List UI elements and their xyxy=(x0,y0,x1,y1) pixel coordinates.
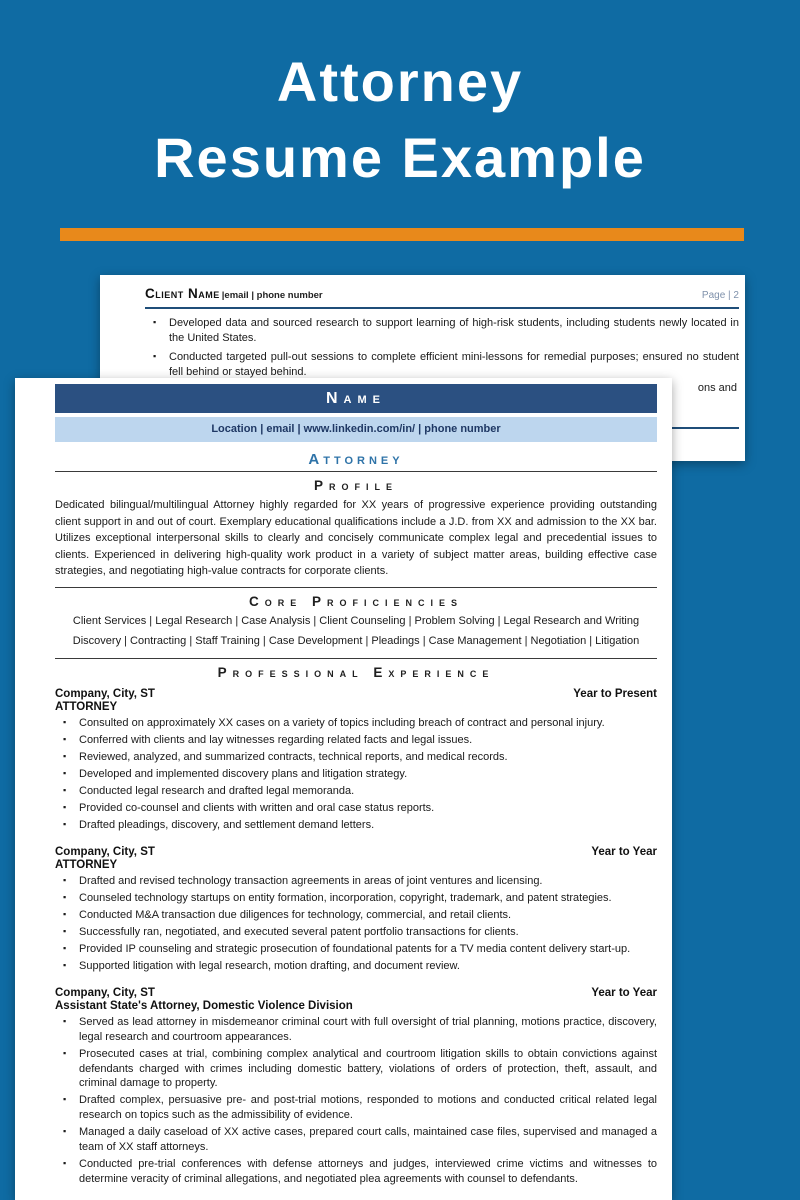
job-title: ATTORNEY xyxy=(55,858,118,871)
resume-page-1 xyxy=(15,378,672,1200)
skills-line-2: Discovery | Contracting | Staff Training | Case Development | Pleadings | Case Management | Negotiation | Litigation xyxy=(72,634,640,647)
job-bullet-list xyxy=(55,716,657,833)
bullet-item: ▪ Consulted on approximately XX cases on a variety of topics including breach of contract and personal injury. xyxy=(55,716,657,731)
job-dates: Year to Present xyxy=(573,688,657,701)
bullet-item: ▪ Drafted pleadings, discovery, and settlement demand letters. xyxy=(55,818,657,833)
profile-paragraph: Dedicated bilingual/multilingual Attorney highly regarded for XX years of progressive experience providing outstanding client support in and out of court. Exemplary educational qualifications include a J.D. from XX and admission to the XX bar. Utilizes exceptional interpersonal skills to clearly and concisely communicate complex legal and precedential issues to clients. Experienced in delivering high-quality work product in a variety of subject matter areas, building effective case strategies, and negotiating high-value contracts for corporate clients. xyxy=(55,499,657,577)
core-proficiencies-heading: Core Proficiencies xyxy=(248,593,463,609)
bullet-item: ▪ Supported litigation with legal research, motion drafting, and document review. xyxy=(55,959,657,974)
experience-job-1 xyxy=(55,688,657,833)
page2-bullet-list xyxy=(145,316,739,381)
page2-header-left xyxy=(145,285,323,303)
skills-line-1: Client Services | Legal Research | Case Analysis | Client Counseling | Problem Solving | Legal Research and Writing xyxy=(72,614,640,627)
bullet-item: ▪ Successfully ran, negotiated, and executed several patent portfolio transactions for clients. xyxy=(55,925,657,940)
bullet-item: ▪ Conducted legal research and drafted legal memoranda. xyxy=(55,784,657,799)
bullet-item: ▪ Developed and implemented discovery plans and litigation strategy. xyxy=(55,767,657,782)
job-company: Company, City, ST xyxy=(55,688,155,701)
experience-section-heading: Professional Experience xyxy=(217,665,495,681)
clipped-text-fragment: ons and xyxy=(697,382,737,394)
bullet-item: ▪ Counseled technology startups on entity formation, incorporation, copyright, trademark, and patent strategies. xyxy=(55,891,657,906)
bullet-item: ▪ Drafted and revised technology transaction agreements in areas of joint ventures and licensing. xyxy=(55,874,657,889)
bullet-item: ▪ Drafted complex, persuasive pre- and post-trial motions, responded to motions and conducted critical related legal research on topics such as the admissibility of evidence. xyxy=(55,1093,657,1123)
divider-rule xyxy=(55,587,657,588)
divider-rule xyxy=(55,471,657,472)
job-target-heading: Attorney xyxy=(308,451,404,468)
bullet-item: ▪ Developed data and sourced research to support learning of high-risk students, including students newly located in the United States. xyxy=(145,316,739,347)
bullet-item: ▪ Prosecuted cases at trial, combining complex analytical and courtroom litigation skills to obtain convictions against defendants charged with crimes including domestic battery, violations of orders of protection, theft, assault, and criminal damage to property. xyxy=(55,1047,657,1092)
job-company: Company, City, ST xyxy=(55,845,155,858)
bullet-item: ▪ Served as lead attorney in misdemeanor criminal court with full oversight of trial planning, motions practice, discovery, legal research and courtroom appearances. xyxy=(55,1015,657,1045)
bullet-item: ▪ Conducted pre-trial conferences with defense attorneys and judges, interviewed crime victims and witnesses to determine veracity of criminal allegations, and negotiated plea agreements with counsel to defendants. xyxy=(55,1157,657,1187)
job-header xyxy=(55,987,657,999)
contact-info-bar: Location | email | www.linkedin.com/in/ | phone number xyxy=(55,417,657,442)
page2-header xyxy=(145,285,739,303)
accent-divider-bar xyxy=(60,228,744,241)
job-header xyxy=(55,688,657,700)
bullet-item: ▪ Conducted targeted pull-out sessions to complete efficient mini-lessons for remedial purposes; ensured no student fell behind or stayed behind. xyxy=(145,350,739,381)
page-number-label: Page | 2 xyxy=(701,290,739,301)
client-name-label: Client Name xyxy=(145,286,220,301)
page2-header-rule xyxy=(145,307,739,309)
bullet-item: ▪ Provided co-counsel and clients with written and oral case status reports. xyxy=(55,801,657,816)
name-header-bar: Name xyxy=(55,384,657,413)
experience-job-2 xyxy=(55,846,657,974)
job-company: Company, City, ST xyxy=(55,986,155,999)
job-dates: Year to Year xyxy=(591,986,657,999)
client-contact-label: |email | phone number xyxy=(221,290,323,301)
job-title: ATTORNEY xyxy=(55,701,118,714)
job-header xyxy=(55,846,657,858)
bullet-item: ▪ Conducted M&A transaction due diligences for technology, commercial, and retail clients. xyxy=(55,908,657,923)
bullet-item: ▪ Conferred with clients and lay witnesses regarding related facts and legal issues. xyxy=(55,733,657,748)
banner-title xyxy=(0,44,800,196)
job-bullet-list xyxy=(55,1015,657,1187)
experience-job-3 xyxy=(55,987,657,1187)
bullet-item: ▪ Managed a daily caseload of XX active cases, prepared court calls, maintained case files, supervised and managed a team of XX staff attorneys. xyxy=(55,1125,657,1155)
divider-rule xyxy=(55,658,657,659)
job-title: Assistant State's Attorney, Domestic Violence Division xyxy=(55,999,353,1012)
banner-title-line2: Resume Example xyxy=(154,126,646,189)
job-bullet-list xyxy=(55,874,657,974)
banner-title-line1: Attorney xyxy=(276,50,524,113)
bullet-item: ▪ Reviewed, analyzed, and summarized contracts, technical reports, and medical records. xyxy=(55,750,657,765)
profile-section-heading: Profile xyxy=(313,478,398,493)
job-dates: Year to Year xyxy=(591,845,657,858)
bullet-item: ▪ Provided IP counseling and strategic prosecution of foundational patents for a TV media content delivery start-up. xyxy=(55,942,657,957)
